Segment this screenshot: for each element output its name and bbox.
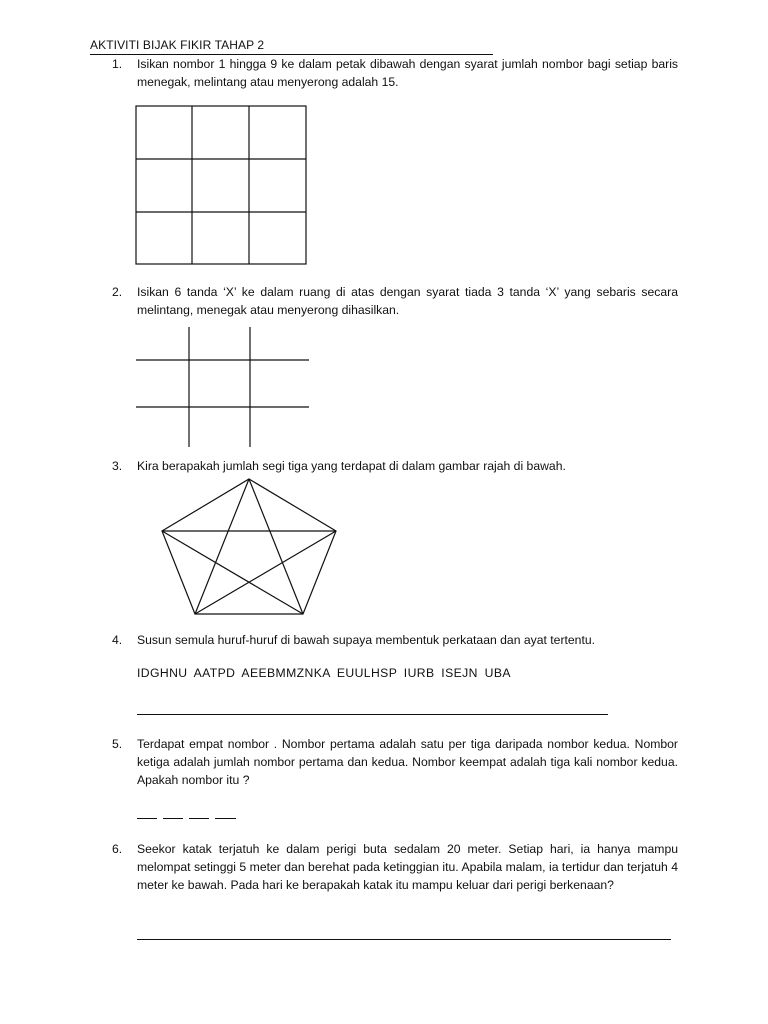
question-number: 6.	[112, 842, 123, 856]
question-text: Seekor katak terjatuh ke dalam perigi buta sedalam 20 meter. Setiap hari, ia hanya mampu melompat setinggi 5 meter dan berehat pada ketinggian itu. Apabila malam, ia tertidur dan terjatuh 4 meter ke bawah. Pada hari ke berapakah katak itu mampu keluar dari perigi berkenaan?	[137, 842, 678, 892]
question-text: Isikan nombor 1 hingga 9 ke dalam petak dibawah dengan syarat jumlah nombor bagi setiap baris menegak, melintang atau menyerong adalah 15.	[137, 57, 678, 89]
question-number: 1.	[112, 57, 123, 71]
magic-square-grid	[134, 104, 309, 266]
answer-blank-3[interactable]	[189, 818, 209, 819]
answer-line[interactable]	[137, 939, 671, 940]
answer-line[interactable]	[137, 714, 608, 715]
question-number: 2.	[112, 285, 123, 299]
answer-blank-1[interactable]	[137, 818, 157, 819]
page-title: AKTIVITI BIJAK FIKIR TAHAP 2	[90, 38, 493, 55]
question-text: Kira berapakah jumlah segi tiga yang terdapat di dalam gambar rajah di bawah.	[137, 459, 566, 473]
question-text: Isikan 6 tanda ‘X’ ke dalam ruang di atas dengan syarat tiada 3 tanda ‘X’ yang sebaris secara melintang, menegak atau menyerong dihasilkan.	[137, 285, 678, 317]
question-text: Susun semula huruf-huruf di bawah supaya membentuk perkataan dan ayat tertentu.	[137, 633, 595, 647]
pentagram-figure	[158, 476, 340, 618]
question-number: 4.	[112, 633, 123, 647]
answer-blank-4[interactable]	[215, 818, 236, 819]
tic-tac-toe-grid	[134, 325, 312, 450]
question-number: 5.	[112, 737, 123, 751]
scrambled-letters: IDGHNU AATPD AEEBMMZNKA EUULHSP IURB ISEJN UBA	[137, 666, 511, 680]
answer-blank-2[interactable]	[163, 818, 183, 819]
question-number: 3.	[112, 459, 123, 473]
question-text: Terdapat empat nombor . Nombor pertama adalah satu per tiga daripada nombor kedua. Nombor ketiga adalah jumlah nombor pertama dan kedua. Nombor keempat adalah tiga kali nombor kedua. Apakah nombor itu ?	[137, 737, 678, 787]
